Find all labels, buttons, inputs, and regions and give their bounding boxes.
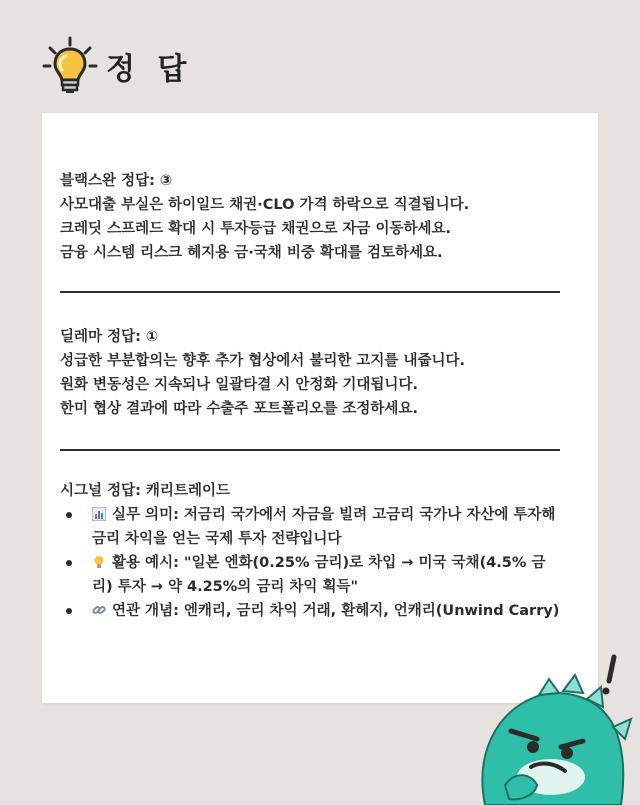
- answer-card: [42, 113, 598, 703]
- signal-bullet-meaning: [60, 503, 560, 551]
- signal-title: 시그널 정답: 캐리트레이드: [60, 483, 230, 499]
- dilemma-section: [60, 325, 560, 421]
- page-title: 정 답: [106, 52, 193, 87]
- signal-bullet-text: 활용 예시: "일본 엔화(0.25% 금리)로 차입 → 미국 국채(4.5% 금리) 투자 → 약 4.25%의 금리 차익 획득": [92, 555, 546, 595]
- bar-chart-icon: [92, 507, 106, 521]
- signal-bullet-text: 연관 개념: 엔캐리, 금리 차익 거래, 환헤지, 언캐리(Unwind Carry): [112, 603, 560, 619]
- lightbulb-icon: [92, 555, 106, 569]
- dilemma-line: 성급한 부분합의는 향후 추가 협상에서 불리한 고지를 내줍니다.: [60, 353, 466, 369]
- signal-bullet-example: [60, 551, 560, 599]
- page-header: [42, 36, 192, 96]
- dilemma-line: 한미 협상 결과에 따라 수출주 포트폴리오를 조정하세요.: [60, 401, 418, 417]
- blackswan-title: 블랙스완 정답: ③: [60, 173, 173, 189]
- section-divider: [60, 291, 560, 293]
- lightbulb-icon: [42, 36, 98, 96]
- signal-bullet-text: 실무 의미: 저금리 국가에서 자금을 빌려 고금리 국가나 자산에 투자해 금리 차익을 얻는 국제 투자 전략입니다: [92, 507, 556, 547]
- blackswan-line: 사모대출 부실은 하이일드 채권·CLO 가격 하락으로 직결됩니다.: [60, 197, 470, 213]
- blackswan-line: 금융 시스템 리스크 헤지용 금·국채 비중 확대를 검토하세요.: [60, 245, 443, 261]
- section-divider: [60, 449, 560, 451]
- link-icon: [92, 603, 106, 617]
- dinosaur-mascot: [475, 635, 640, 805]
- signal-section: [60, 479, 560, 623]
- signal-bullet-related: [60, 599, 560, 623]
- dilemma-title: 딜레마 정답: ①: [60, 329, 159, 345]
- blackswan-line: 크레딧 스프레드 확대 시 투자등급 채권으로 자금 이동하세요.: [60, 221, 452, 237]
- signal-bullet-list: [60, 503, 560, 623]
- blackswan-section: [60, 169, 560, 265]
- dilemma-line: 원화 변동성은 지속되나 일괄타결 시 안정화 기대됩니다.: [60, 377, 418, 393]
